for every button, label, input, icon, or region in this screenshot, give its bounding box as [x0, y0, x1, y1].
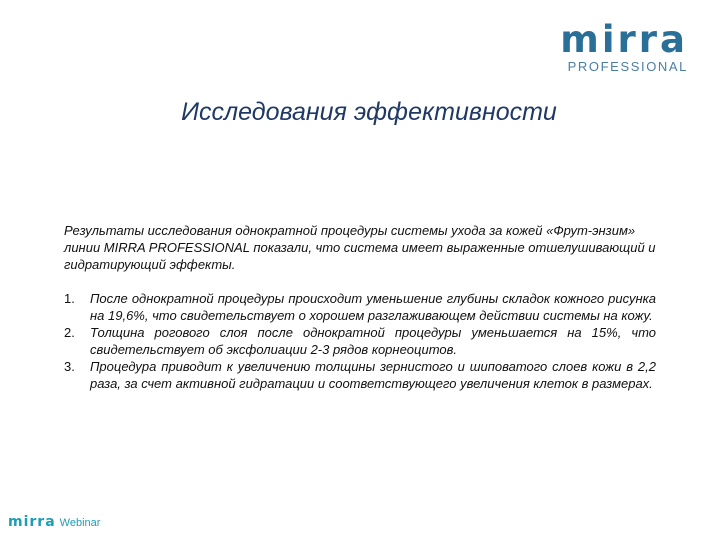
list-item: [64, 290, 656, 324]
list-item-text: Процедура приводит к увеличению толщины зернистого и шиповатого слоев кожи в 2,2 раза, за счет активной гидратации и соответствующего увеличения клеток в размерах.: [90, 359, 656, 391]
slide-title: Исследования эффективности: [181, 98, 557, 126]
findings-list: [64, 290, 656, 392]
list-item-number: 2.: [64, 325, 75, 340]
list-item: [64, 358, 656, 392]
list-item: [64, 324, 656, 358]
footer-brand: mirra: [8, 514, 56, 530]
list-item-number: 1.: [64, 291, 75, 306]
list-item-text: Толщина рогового слоя после однократной процедуры уменьшается на 15%, что свидетельствует об эксфолиации 2-3 рядов корнеоцитов.: [90, 325, 656, 357]
mirra-webinar-logo: [8, 514, 100, 530]
footer-label: Webinar: [59, 517, 101, 529]
list-item-text: После однократной процедуры происходит уменьшение глубины складок кожного рисунка на 19,6%, что свидетельствует о хорошем разглаживающем действии системы на кожу.: [90, 291, 656, 323]
list-item-number: 3.: [64, 359, 75, 374]
intro-paragraph: Результаты исследования однократной процедуры системы ухода за кожей «Фрут-энзим» линии MIRRA PROFESSIONAL показали, что система имеет выраженные отшелушивающий и гидратирующий эффекты.: [64, 223, 656, 272]
logo-brand: mirra: [560, 18, 688, 61]
mirra-professional-logo: [556, 18, 688, 74]
logo-tagline: PROFESSIONAL: [567, 59, 688, 74]
